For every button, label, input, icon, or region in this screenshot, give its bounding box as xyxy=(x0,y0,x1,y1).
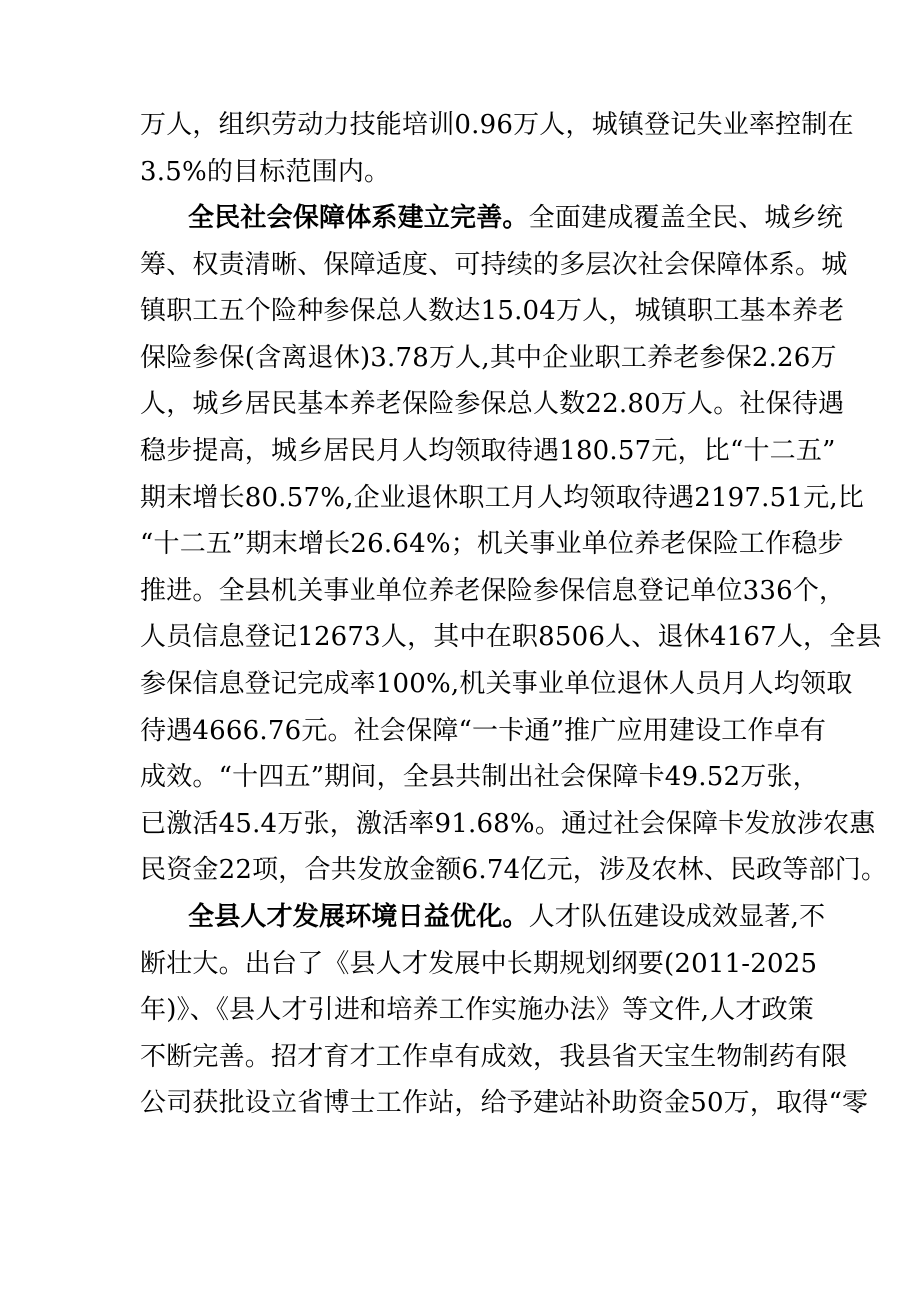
body-text-line: 保险参保(含离退休)3.78万人,其中企业职工养老参保2.26万 xyxy=(140,343,837,373)
body-text-line: “十二五”期末增长26.64%；机关事业单位养老保险工作稳步 xyxy=(140,529,844,559)
body-text-line: 民资金22项，合共发放金额6.74亿元，涉及农林、民政等部门。 xyxy=(140,855,888,885)
body-text-line: 稳步提高，城乡居民月人均领取待遇180.57元，比“十二五” xyxy=(140,436,836,466)
body-text-line: 人，城乡居民基本养老保险参保总人数22.80万人。社保待遇 xyxy=(140,389,845,419)
body-text-line: 期末增长80.57%,企业退休职工月人均领取待遇2197.51元,比 xyxy=(140,483,864,513)
body-text-line: 参保信息登记完成率100%,机关事业单位退休人员月人均领取 xyxy=(140,669,853,699)
body-text-line: 推进。全县机关事业单位养老保险参保信息登记单位336个， xyxy=(140,576,846,606)
paragraph-first-line xyxy=(188,900,826,934)
body-text-line: 万人，组织劳动力技能培训0.96万人，城镇登记失业率控制在 xyxy=(140,110,854,140)
body-text-line: 成效。“十四五”期间，全县共制出社会保障卡49.52万张， xyxy=(140,762,819,792)
body-text-line: 公司获批设立省博士工作站，给予建站补助资金50万，取得“零 xyxy=(140,1088,869,1118)
paragraph-first-line xyxy=(188,201,844,235)
body-text: 人才队伍建设成效显著,不 xyxy=(528,902,826,932)
body-text-line: 镇职工五个险种参保总人数达15.04万人，城镇职工基本养老 xyxy=(140,296,845,326)
body-text-line: 筹、权责清晰、保障适度、可持续的多层次社会保障体系。城 xyxy=(140,250,848,280)
body-text-line: 待遇4666.76元。社会保障“一卡通”推广应用建设工作卓有 xyxy=(140,716,827,746)
body-text-line: 不断完善。招才育才工作卓有成效，我县省天宝生物制药有限 xyxy=(140,1042,848,1072)
body-text-line: 已激活45.4万张，激活率91.68%。通过社会保障卡发放涉农惠 xyxy=(140,809,876,839)
section-heading: 全县人才发展环境日益优化。 xyxy=(188,902,529,932)
section-heading: 全民社会保障体系建立完善。 xyxy=(188,203,529,233)
body-text-line: 年)》、《县人才引进和培养工作实施办法》等文件,人才政策 xyxy=(140,995,815,1025)
body-text-line: 人员信息登记12673人，其中在职8506人、退休4167人，全县 xyxy=(140,622,882,652)
body-text: 全面建成覆盖全民、城乡统 xyxy=(528,203,844,233)
body-text-line: 断壮大。出台了《县人才发展中长期规划纲要(2011-2025 xyxy=(140,949,818,979)
body-text-line: 3.5%的目标范围内。 xyxy=(140,157,391,187)
